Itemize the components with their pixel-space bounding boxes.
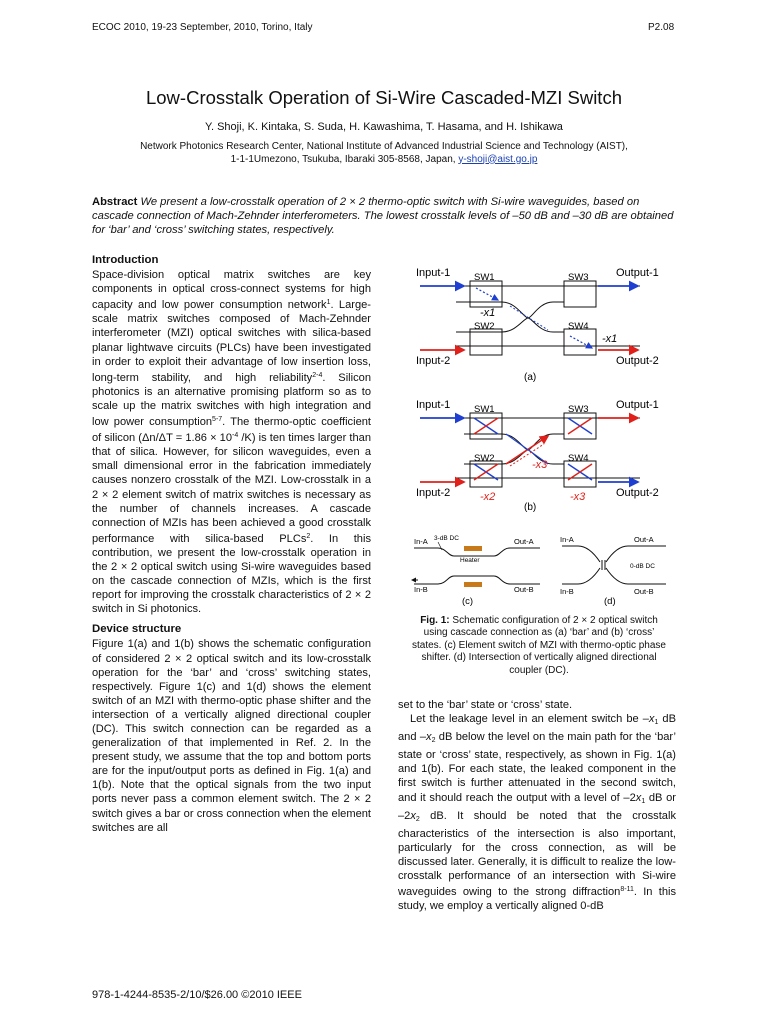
fig-a-sw2: SW2 bbox=[474, 321, 495, 332]
fig-d-dc0: 0-dB DC bbox=[630, 563, 655, 570]
affiliation bbox=[0, 141, 768, 166]
left-column bbox=[92, 253, 371, 835]
fig-b-sw1: SW1 bbox=[474, 404, 495, 415]
fig-c-dc3: 3-dB DC bbox=[434, 535, 459, 542]
fig-a-input2: Input-2 bbox=[416, 355, 451, 367]
col2-line1: set to the ‘bar’ state or ‘cross’ state. bbox=[398, 699, 573, 711]
fig-b-input1: Input-1 bbox=[416, 399, 451, 411]
fig-b-leak-x3-mid: -x3 bbox=[532, 459, 548, 471]
fig-c-out-a: Out-A bbox=[514, 537, 534, 546]
affiliation-line1: Network Photonics Research Center, National Institute of Advanced Industrial Science and Technology (AIST), bbox=[140, 141, 628, 152]
fig-b-sw3: SW3 bbox=[568, 404, 589, 415]
intro-paragraph: Space-division optical matrix switches are key components in optical cross-connect systems for high capacity and low power consumption network$^1$. Large-scale matrix switches composed of Mach-Zehnder interferometer (MZI) optical switches with silica-based planar lightwave circuits (PLCs) have been investigated in order to exploit their advantage of low insertion loss, long-term stability, and high reliability$^{2-4}$. Silicon photonics is an alternative promising platform so as to scale up the matrix switches with high integration and low power consumption$^{5-7}$. The thermo-optic coefficient of silicon ($\Delta n/\Delta T = 1.86 \times 10^{-4}$ /K) is ten times larger than that of silica. However, for silicon waveguides, even a small dimensional error in the fabrication immediately causes nonzero crosstalk of the MZI. Low-crosstalk in a 2 × 2 element switch of matrix switches is necessary as the number of channels increases. A cascade connection of MZIs has been achieved a good crosstalk performance with silica-based PLCs$^2$. In this contribution, we present the low-crosstalk operation in the 2 × 2 optical switch using Si-wire waveguides based on the cascade connection of MZIs, which is the first report for improving the crosstalk characteristics of 2 × 2 switch in Si photonics. bbox=[92, 269, 371, 616]
figure-1a bbox=[416, 267, 659, 383]
affiliation-line2: 1-1-1Umezono, Tsukuba, Ibaraki 305-8568, Japan, bbox=[230, 153, 456, 165]
fig-c-out-b: Out-B bbox=[514, 585, 534, 594]
fig-a-input1: Input-1 bbox=[416, 267, 451, 279]
figure-1c bbox=[412, 535, 540, 607]
paper-id: P2.08 bbox=[648, 22, 675, 33]
figure-1b bbox=[416, 399, 659, 513]
fig-a-leak1: -x1 bbox=[480, 307, 496, 319]
col2-paragraph: Let the leakage level in an element switch be $-x_1$ dB and $-x_2$ dB below the level on the main path for the ‘bar’ state or ‘cross’ state, respectively, as shown in Fig. 1(a) and 1(b). For each state, the leaked component in the first switch is further attenuated in the second switch, and it should reach the output with a level of $-2x_1$ dB or $-2x_2$ dB. It should be noted that the crosstalk characteristics of the intersection is also important, particularly for the cross connection, as will be discussed later. Generally, it is difficult to realize the low-crosstalk performance of an intersection with Si-wire waveguides owing to the strong diffraction$^{8-11}$. In this study, we employ a vertically aligned 0-dB bbox=[398, 713, 677, 913]
fig-b-sw4: SW4 bbox=[568, 453, 589, 464]
copyright-footer: 978-1-4244-8535-2/10/$26.00 ©2010 IEEE bbox=[92, 989, 302, 1001]
device-paragraph: Figure 1(a) and 1(b) shows the schematic configuration of considered 2 × 2 optical switch and its low-crosstalk operation for the ‘bar’ and ‘cross’ switching states, respectively. Figure 1(c) and 1(d) shows the element switch of an MZI with thermo-optic phase shifter and the intersection of a vertically aligned directional coupler (DC). This switch connection can be regarded as a generalization of that implemented in Ref. 2. In the present study, we assume that the top and bottom ports are for the input/output ports as defined in Fig. 1(a) and 1(b). Note that the optical signals from the two input ports never pass a common element switch. The 2 × 2 switch gives a bar or cross connection when the element switches are all bbox=[92, 638, 371, 834]
device-heading: Device structure bbox=[92, 623, 182, 636]
figure-caption bbox=[408, 615, 670, 677]
caption-text: Schematic configuration of 2 × 2 optical switch using cascade connection as (a) ‘bar’ and (b) ‘cross’ states. (c) Element switch of MZI with thermo-optic phase shifter. (d) Intersection of vertically aligned directional coupler (DC). bbox=[412, 615, 666, 676]
fig-b-input2: Input-2 bbox=[416, 487, 451, 499]
fig-label-a: (a) bbox=[524, 372, 537, 383]
fig-label-b: (b) bbox=[524, 502, 537, 513]
fig-a-output1: Output-1 bbox=[616, 267, 659, 279]
authors: Y. Shoji, K. Kintaka, S. Suda, H. Kawashima, T. Hasama, and H. Ishikawa bbox=[205, 121, 563, 133]
fig-d-out-a: Out-A bbox=[634, 535, 654, 544]
fig-label-d: (d) bbox=[604, 596, 616, 607]
abstract bbox=[92, 195, 682, 238]
fig-b-sw2: SW2 bbox=[474, 453, 495, 464]
fig-d-in-a: In-A bbox=[560, 535, 574, 544]
fig-c-in-b: In-B bbox=[414, 585, 428, 594]
fig-d-in-b: In-B bbox=[560, 587, 574, 596]
conference-header: ECOC 2010, 19-23 September, 2010, Torino, Italy bbox=[92, 22, 313, 33]
abstract-label: Abstract bbox=[92, 196, 138, 208]
fig-c-heater: Heater bbox=[460, 557, 480, 564]
right-column bbox=[398, 698, 676, 913]
fig-c-in-a: In-A bbox=[414, 537, 428, 546]
paper-title: Low-Crosstalk Operation of Si-Wire Cascaded-MZI Switch bbox=[145, 87, 622, 108]
fig-d-out-b: Out-B bbox=[634, 587, 654, 596]
fig-b-leak-x2: -x2 bbox=[480, 491, 496, 503]
figure-1d bbox=[560, 535, 666, 607]
intro-heading: Introduction bbox=[92, 254, 159, 266]
abstract-text: We present a low-crosstalk operation of 2 × 2 thermo-optic switch with Si-wire waveguides, based on cascade connection of Mach-Zehnder interferometers. The lowest crosstalk levels of –50 dB and –30 dB are obtained for ‘bar’ and ‘cross’ switching states, respectively. bbox=[92, 196, 674, 237]
email-link[interactable]: y-shoji@aist.go.jp bbox=[458, 153, 538, 165]
caption-label: Fig. 1: bbox=[420, 615, 450, 626]
fig-b-output2: Output-2 bbox=[616, 487, 659, 499]
fig-a-output2: Output-2 bbox=[616, 355, 659, 367]
fig-a-sw3: SW3 bbox=[568, 272, 589, 283]
fig-b-output1: Output-1 bbox=[616, 399, 659, 411]
fig-b-leak-x3: -x3 bbox=[570, 491, 586, 503]
fig-a-leak2: -x1 bbox=[602, 333, 618, 345]
fig-label-c: (c) bbox=[462, 596, 474, 607]
fig-a-sw4: SW4 bbox=[568, 321, 589, 332]
fig-a-sw1: SW1 bbox=[474, 272, 495, 283]
